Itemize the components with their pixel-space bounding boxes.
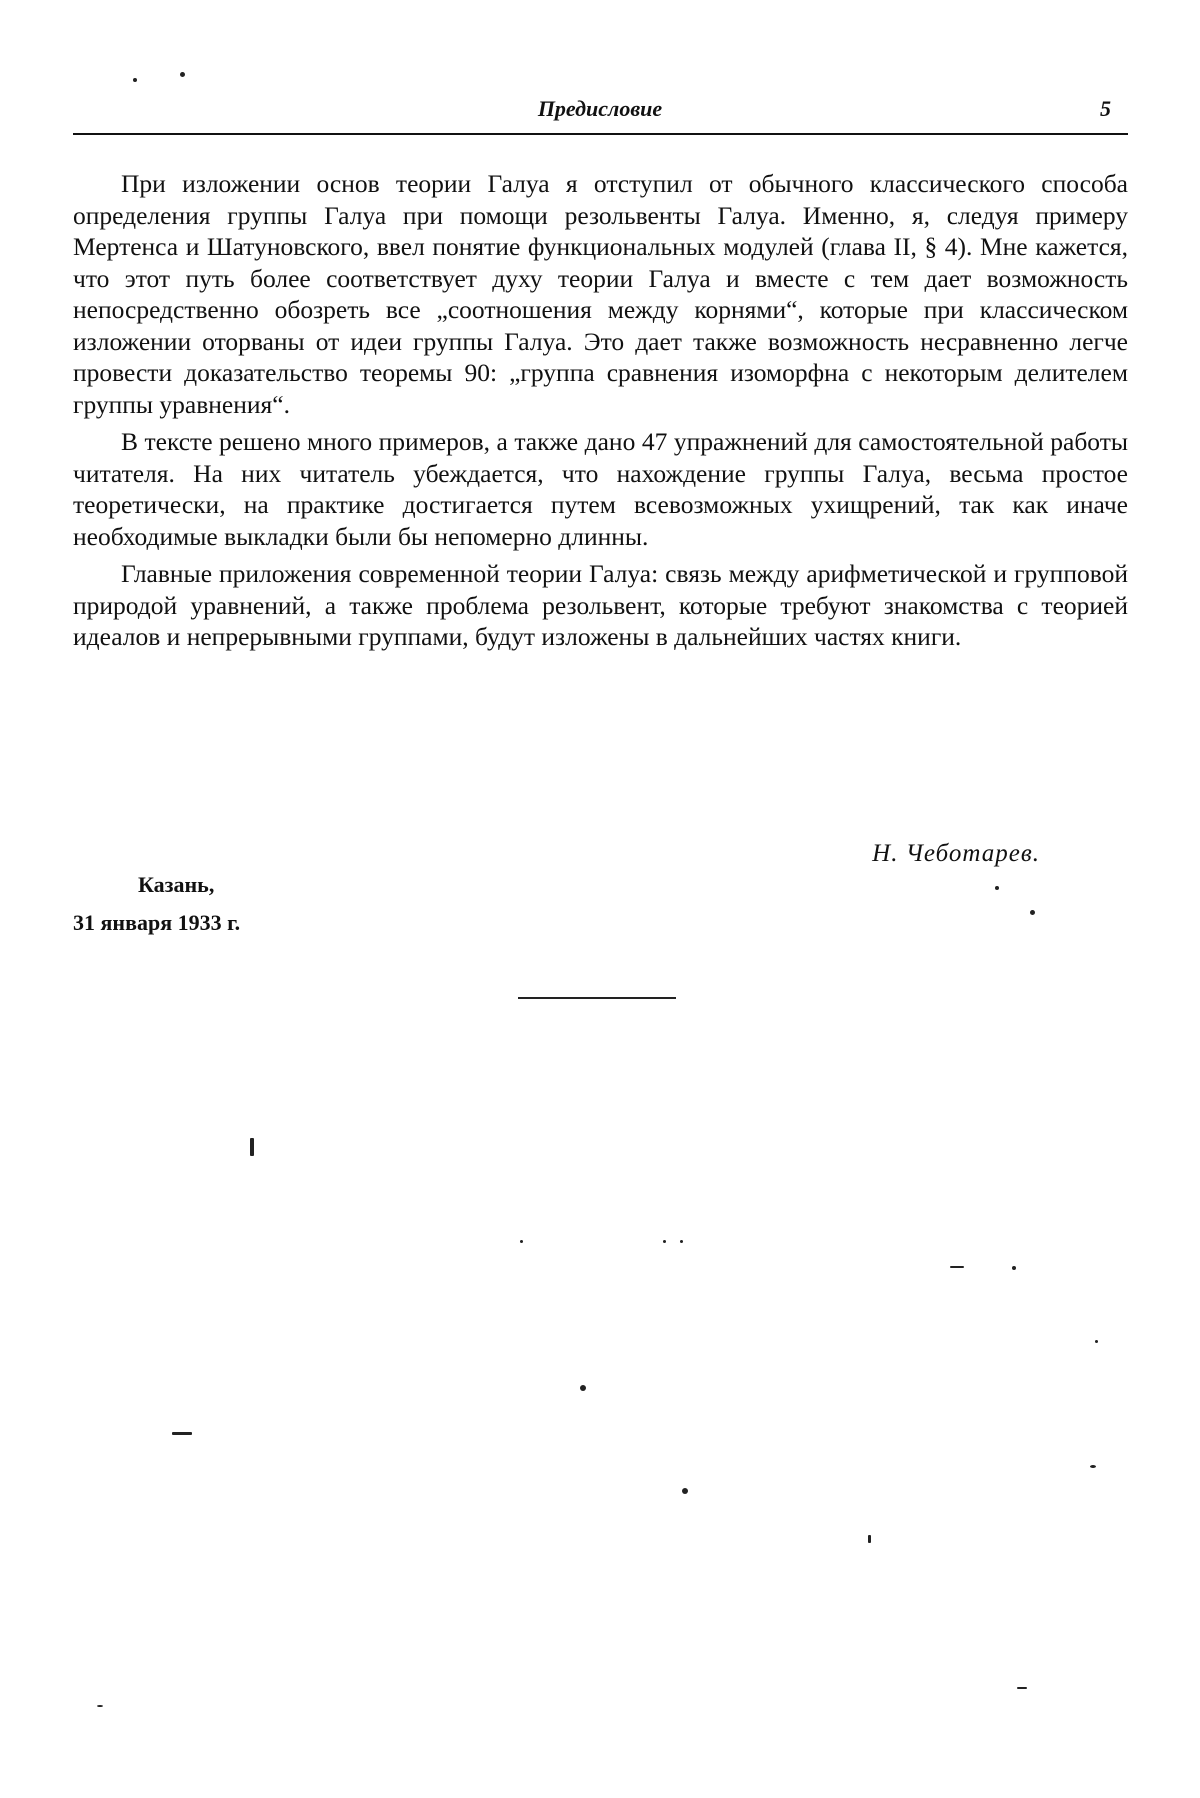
scan-speck	[1012, 1266, 1016, 1270]
scan-speck	[995, 886, 999, 890]
paragraph-2: В тексте решено много примеров, а также дано 47 упражнений для самостоятельной работы читателя. На них читатель убеждается, что нахождение группы Галуа, весьма простое теоретически, на практике достигается путем всевозможных ухищрений, так как иначе необходимые выкладки были бы непомерно длинны.	[73, 427, 1128, 551]
scan-speck	[682, 1488, 688, 1494]
end-rule	[518, 997, 676, 999]
scan-speck	[1030, 910, 1035, 915]
scan-speck	[663, 1240, 666, 1243]
scan-speck	[180, 72, 185, 77]
scan-speck	[868, 1535, 871, 1543]
scan-speck	[97, 1705, 103, 1707]
scan-speck	[580, 1385, 586, 1391]
scan-speck	[133, 78, 137, 82]
running-title: Предисловие	[537, 96, 663, 121]
scan-speck	[950, 1266, 964, 1268]
scan-speck	[1090, 1465, 1096, 1468]
paragraph-1: При изложении основ теории Галуа я отступил от обычного классического способа определения группы Галуа при помощи резольвенты Галуа. Именно, я, следуя примеру Мертенса и Шатуновского, ввел понятие функциональных модулей (глава II, § 4). Мне кажется, что этот путь более соответствует духу теории Галуа и вместе с тем дает возможность непосредственно обозреть все „соотношения между корнями“, которые при классическом изложении оторваны от идеи группы Галуа. Это дает также возможность несравненно легче провести доказательство теоремы 90: „группа сравнения изоморфна с некоторым делителем группы уравнения“.	[73, 169, 1128, 419]
preface-body	[73, 168, 1128, 659]
scan-speck	[520, 1240, 523, 1243]
signature-place: Казань,	[138, 872, 215, 897]
scan-speck	[250, 1138, 254, 1156]
signature-date: 31 января 1933 г.	[73, 910, 241, 935]
scan-speck	[1017, 1687, 1027, 1689]
page-number: 5	[1100, 96, 1111, 121]
header-rule	[73, 133, 1128, 135]
paragraph-3: Главные приложения современной теории Галуа: связь между арифметической и групповой природой уравнений, а также проблема резольвент, которые требуют знакомства с теорией идеалов и непрерывными группами, будут изложены в дальнейших частях книги.	[73, 559, 1128, 651]
scan-speck	[1095, 1340, 1098, 1343]
scan-speck	[680, 1240, 683, 1243]
scan-speck	[172, 1432, 192, 1435]
author-signature: Н. Чеботарев.	[872, 840, 1040, 867]
